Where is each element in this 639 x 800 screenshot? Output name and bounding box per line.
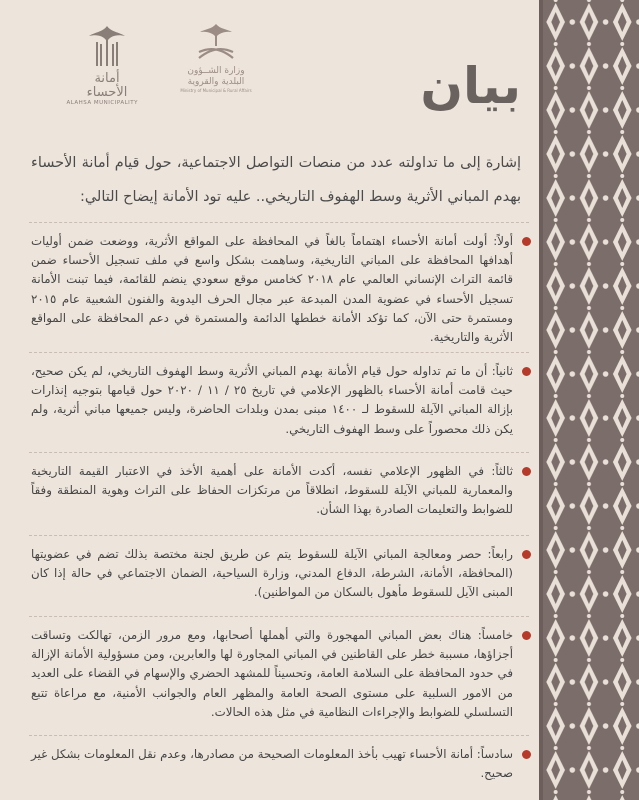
- statement-item-text: ثانياً: أن ما تم تداوله حول قيام الأمانة بهدم المباني الأثرية وسط الهفوف التاريخي، لم يكن صحيح، حيث قامت أمانة الأحساء بالظهور الإعلامي في تاريخ ٢٥ / ١١ / ٢٠٢٠ حول قيامها بتوجيه إنذارات بإزالة المباني الآيلة للسقوط لـ ١٤٠٠ مبنى بمدن وبلدات الحاضرة، وليس جميعها مباني أثرية، ولم يكن ذلك محصوراً على وسط الهفوف التاريخي.: [31, 364, 513, 436]
- bullet-icon: [522, 367, 531, 376]
- statement-item-4: [31, 545, 531, 603]
- bullet-icon: [522, 750, 531, 759]
- statement-item-1: [31, 232, 531, 347]
- divider: [29, 735, 529, 737]
- ministry-logo: [176, 22, 256, 93]
- palm-swords-emblem-icon: [191, 22, 241, 62]
- intro-paragraph: إشارة إلى ما تداولته عدد من منصات التواصل الاجتماعية، حول قيام أمانة الأحساء بهدم المباني الأثرية وسط الهفوف التاريخي.. عليه تود الأمانة إيضاح التالي:: [31, 155, 521, 205]
- statement-item-text: رابعاً: حصر ومعالجة المباني الآيلة للسقوط يتم عن طريق لجنة مختصة بذلك تضم في عضويتها (المحافظة، الأمانة، الشرطة، الدفاع المدني، وزارة السياحية، الضمان الاجتماعي في حالة إذا كان المبنى الآيل للسقوط مأهول بالسكان من المواطنين).: [31, 547, 513, 600]
- ministry-logo-english: Ministry of Municipal & Rural Affairs: [180, 88, 252, 93]
- bullet-icon: [522, 467, 531, 476]
- ahsa-logo-english: ALAHSA MUNICIPALITY: [66, 100, 138, 106]
- statement-item-2: [31, 362, 531, 439]
- statement-item-3: [31, 462, 531, 520]
- divider: [29, 452, 529, 454]
- ministry-logo-name: وزارة الشــؤون البلدية والقروية: [187, 66, 245, 87]
- bullet-icon: [522, 237, 531, 246]
- header-logos: [66, 22, 256, 112]
- statement-item-text: سادساً: أمانة الأحساء تهيب بأخذ المعلومات الصحيحة من مصادرها، وعدم نقل المعلومات بشكل غير صحيح.: [31, 747, 513, 781]
- divider: [29, 535, 529, 537]
- palm-tree-icon: [85, 22, 129, 68]
- decorative-side-band: [539, 0, 639, 800]
- statement-item-6: [31, 745, 531, 783]
- divider: [29, 616, 529, 618]
- statement-item-text: أولاً: أولت أمانة الأحساء اهتماماً بالغاً في المحافظة على المواقع الأثرية، ووضعت ضمن أوليات أهدافها المحافظة على المباني التاريخية، وساهمت بشكل واسع في ملف تسجيل الأحساء ضمن قائمة التراث الإنساني العالمي عام ٢٠١٨ كخامس موقع سعودي ينضم للقائمة، فيما تبنت الأمانة تسجيل الأحساء في عضوية المدن المبدعة عبر مجال الحرف اليدوية والفنون الشعبية عام ٢٠١٥ ومستمرة حتى الآن، كما تؤكد الأمانة خططها الدائمة والمستمرة في دعم المحافظة على المواقع الأثرية والتاريخية.: [31, 234, 513, 345]
- divider: [29, 352, 529, 354]
- statement-item-text: ثالثاً: في الظهور الإعلامي نفسه، أكدت الأمانة على أهمية الأخذ في الاعتبار القيمة التاريخية والمعمارية للمباني الآيلة للسقوط، انطلاقاً من مرتكزات الحفاظ على التراث وهوية المنطقة وفقاً للضوابط والتعليمات الصادرة بهذا الشأن.: [31, 464, 513, 517]
- lattice-pattern-icon: [539, 0, 639, 800]
- bullet-icon: [522, 631, 531, 640]
- statement-item-text: خامساً: هناك بعض المباني المهجورة والتي أهملها أصحابها، ومع مرور الزمن، تهالكت وتساقت أجزاؤها، مسببة خطر على القاطنين في المباني المجاورة لها والعابرين، ومن مسؤولية الأمانة الإزالة في حدود المحافظة على السلامة العامة، وتحسيناً للمشهد الحضري والإسهام في القضاء على العديد من الامور السلبية على مستوى الصحة العامة والمظهر العام والجوانب الأمنية، مع مراعاة تتبع التسلسلي للضوابط والإجراءات النظامية في مثل هذه الحالات.: [31, 628, 513, 719]
- statement-item-5: [31, 626, 531, 722]
- bullet-icon: [522, 550, 531, 559]
- page-title: بيان: [420, 57, 521, 115]
- divider: [29, 222, 529, 224]
- ahsa-municipality-logo: [66, 22, 138, 106]
- ahsa-logo-name: أمانة الأحساء: [86, 71, 128, 100]
